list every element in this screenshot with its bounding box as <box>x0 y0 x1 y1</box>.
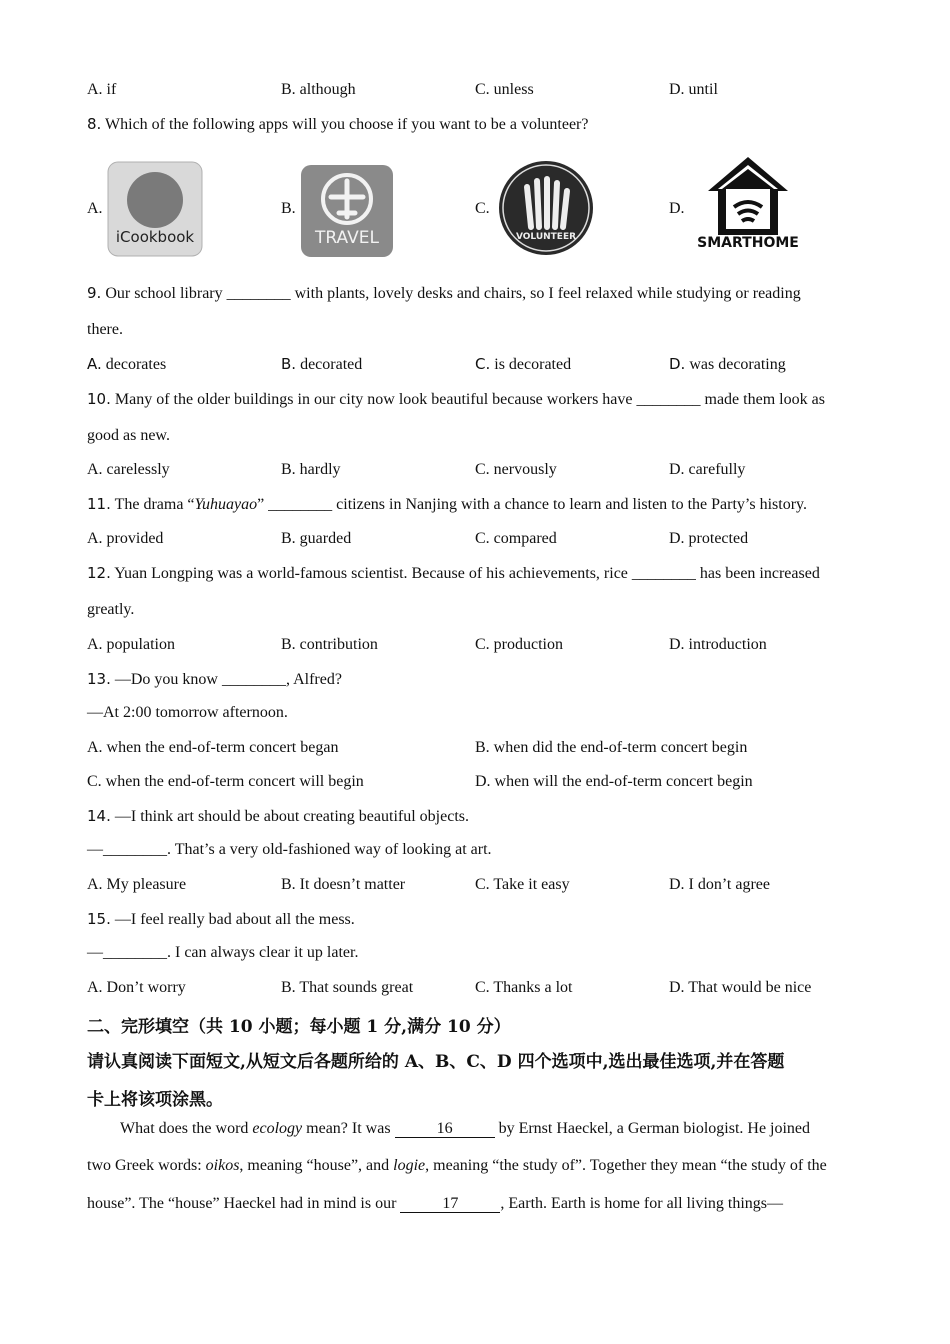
q9-number: 9. <box>87 284 102 302</box>
q13-text2: —At 2:00 tomorrow afternoon. <box>87 704 288 721</box>
q12-number: 12. <box>87 564 111 582</box>
q14-stem-line1 <box>87 807 870 826</box>
q15-text2: —________. I can always clear it up later. <box>87 944 359 961</box>
q8-stem <box>87 115 870 134</box>
q13-number: 13. <box>87 670 111 688</box>
q9-text1: Our school library ________ with plants, lovely desks and chairs, so I feel relaxed while studying or reading <box>105 285 801 302</box>
q8-option-d-letter: D. <box>669 200 685 217</box>
q11-option-b: B. guarded <box>281 530 352 547</box>
q7-option-c: C. unless <box>475 81 534 98</box>
q13-stem-line1 <box>87 670 870 689</box>
q10-option-a: A. carelessly <box>87 461 170 478</box>
q15-number: 15. <box>87 910 111 928</box>
q9-option-c: C. is decorated <box>475 355 572 373</box>
smarthome-label: SMARTHOME <box>698 235 798 251</box>
q9-stem-line1 <box>87 284 870 303</box>
q12-stem-line1 <box>87 564 870 583</box>
section2-heading: 二、完形填空（共 10 小题；每小题 1 分,满分 10 分） <box>87 1017 511 1037</box>
q12-text1: Yuan Longping was a world-famous scientist. Because of his achievements, rice ________ has been increased <box>114 565 820 582</box>
blank-16: 16 <box>395 1121 495 1138</box>
blank-17: 17 <box>400 1196 500 1213</box>
q9-option-d: D. was decorating <box>669 355 786 373</box>
q9-text2: there. <box>87 321 123 338</box>
q10-text1: Many of the older buildings in our city now look beautiful because workers have ________ made them look as <box>114 391 825 408</box>
section2-instruction-line2: 卡上将该项涂黑。 <box>87 1090 223 1110</box>
travel-logo <box>299 163 395 259</box>
q15-option-d: D. That would be nice <box>669 979 812 996</box>
q10-option-b: B. hardly <box>281 461 341 478</box>
volunteer-label: VOLUNTEER <box>515 232 577 242</box>
q8-text: Which of the following apps will you choose if you want to be a volunteer? <box>105 116 589 133</box>
q12-text2: greatly. <box>87 601 135 618</box>
q14-option-a: A. My pleasure <box>87 876 187 893</box>
q12-option-d: D. introduction <box>669 636 767 653</box>
q14-option-b: B. It doesn’t matter <box>281 876 406 893</box>
q11-option-c: C. compared <box>475 530 557 547</box>
q15-option-a: A. Don’t worry <box>87 979 186 996</box>
q10-option-d: D. carefully <box>669 461 746 478</box>
q14-text2: —________. That’s a very old-fashioned way of looking at art. <box>87 841 492 858</box>
q7-option-a: A. if <box>87 81 117 98</box>
section2-instruction-line1: 请认真阅读下面短文,从短文后各题所给的 A、B、C、D 四个选项中,选出最佳选项,并在答题 <box>87 1052 785 1072</box>
q9-option-a: A. decorates <box>87 355 167 373</box>
q13-option-c: C. when the end-of-term concert will begin <box>87 773 364 790</box>
icookbook-label: iCookbook <box>115 228 195 246</box>
q13-option-b: B. when did the end-of-term concert begin <box>475 739 748 756</box>
q15-option-c: C. Thanks a lot <box>475 979 573 996</box>
passage-line3: house”. The “house” Haeckel had in mind is our 17 , Earth. Earth is home for all living things— <box>87 1195 784 1212</box>
q8-option-b-letter: B. <box>281 200 296 217</box>
q10-text2: good as new. <box>87 427 170 444</box>
q13-option-d: D. when will the end-of-term concert begin <box>475 773 753 790</box>
passage-line1: What does the word ecology mean? It was 16 by Ernst Haeckel, a German biologist. He joined <box>120 1120 811 1137</box>
q12-option-a: A. population <box>87 636 175 653</box>
q11-number: 11. <box>87 495 111 513</box>
q14-option-c: C. Take it easy <box>475 876 570 893</box>
volunteer-logo <box>497 159 595 257</box>
q15-stem-line1 <box>87 910 870 929</box>
q8-number: 8. <box>87 115 102 133</box>
q7-option-d: D. until <box>669 81 718 98</box>
q14-option-d: D. I don’t agree <box>669 876 770 893</box>
q14-text1: —I think art should be about creating beautiful objects. <box>114 808 469 825</box>
q10-option-c: C. nervously <box>475 461 557 478</box>
icookbook-logo <box>106 160 204 258</box>
q9-option-b: B. decorated <box>281 355 363 373</box>
q12-option-c: C. production <box>475 636 563 653</box>
q14-number: 14. <box>87 807 111 825</box>
q13-text1: —Do you know ________, Alfred? <box>114 671 342 688</box>
q8-option-a-letter: A. <box>87 200 103 217</box>
q15-text1: —I feel really bad about all the mess. <box>114 911 355 928</box>
q13-option-a: A. when the end-of-term concert began <box>87 739 339 756</box>
q11-drama-title: Yuhuayao <box>194 496 258 513</box>
q11-option-d: D. protected <box>669 530 749 547</box>
q11-option-a: A. provided <box>87 530 164 547</box>
smarthome-logo <box>698 155 798 251</box>
travel-label: TRAVEL <box>315 228 379 248</box>
q15-option-b: B. That sounds great <box>281 979 414 996</box>
q10-number: 10. <box>87 390 111 408</box>
q7-option-b: B. although <box>281 81 356 98</box>
q8-option-c-letter: C. <box>475 200 490 217</box>
q11-stem: 11. The drama “Yuhuayao” ________ citizens in Nanjing with a chance to learn and listen to the Party’s history. <box>87 495 808 513</box>
passage-line2: two Greek words: oikos, meaning “house”, and logie, meaning “the study of”. Together they mean “the study of the <box>87 1157 827 1174</box>
q12-option-b: B. contribution <box>281 636 378 653</box>
q10-stem-line1 <box>87 390 870 409</box>
